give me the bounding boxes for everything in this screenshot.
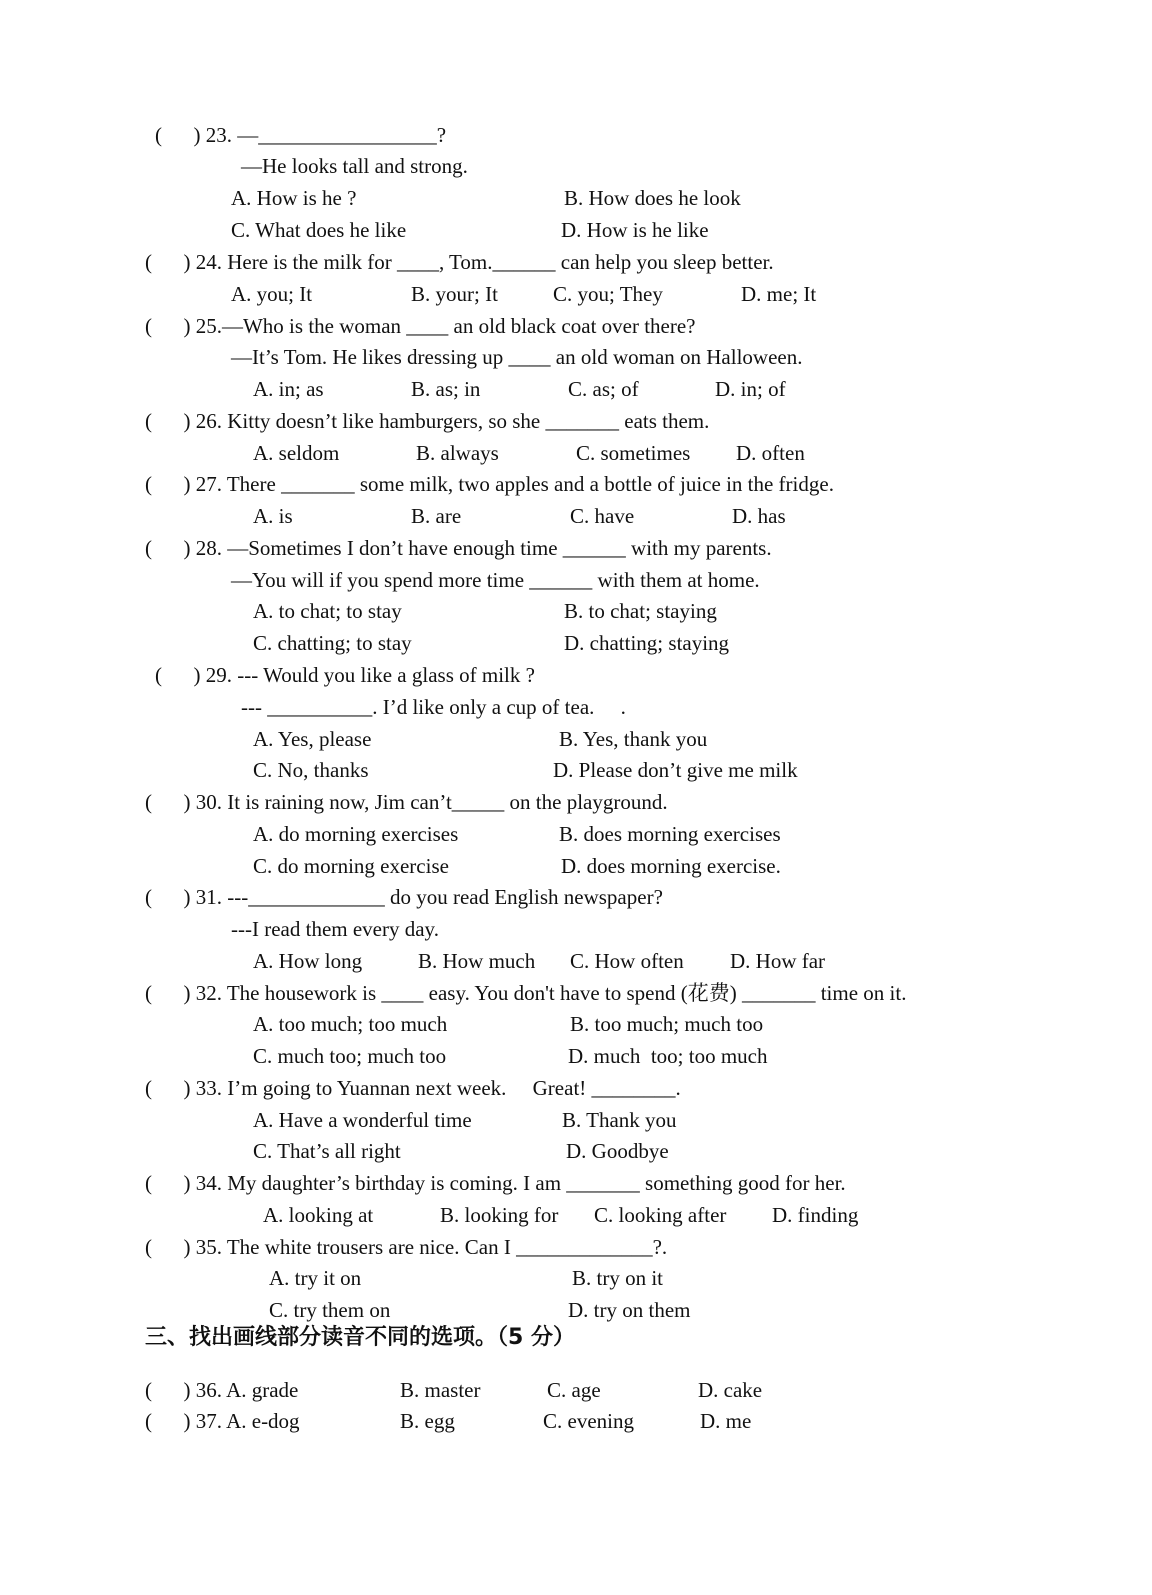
q24-option-b: B. your; It bbox=[411, 282, 498, 306]
q25-option-d: D. in; of bbox=[715, 377, 786, 401]
q24-option-d: D. me; It bbox=[741, 282, 817, 306]
q36-option-b: B. master bbox=[400, 1378, 481, 1402]
q30-option-c: C. do morning exercise bbox=[253, 854, 449, 878]
q34-option-c: C. looking after bbox=[594, 1203, 727, 1227]
q31-option-b: B. How much bbox=[418, 949, 536, 973]
q35-option-d: D. try on them bbox=[568, 1298, 691, 1322]
q34-option-d: D. finding bbox=[772, 1203, 859, 1227]
q25-reply: —It’s Tom. He likes dressing up ____ an old woman on Halloween. bbox=[231, 345, 803, 369]
q30-option-b: B. does morning exercises bbox=[559, 822, 781, 846]
q25-stem: ( ) 25.—Who is the woman ____ an old black coat over there? bbox=[145, 314, 696, 338]
q37-option-c: C. evening bbox=[543, 1409, 634, 1433]
q35-option-a: A. try it on bbox=[269, 1266, 362, 1290]
q34-option-b: B. looking for bbox=[440, 1203, 559, 1227]
q28-option-d: D. chatting; staying bbox=[564, 631, 730, 655]
q32-option-c: C. much too; much too bbox=[253, 1044, 447, 1068]
q28-option-a: A. to chat; to stay bbox=[253, 599, 402, 623]
q33-option-a: A. Have a wonderful time bbox=[253, 1108, 472, 1132]
q26-option-d: D. often bbox=[736, 441, 805, 465]
q30-option-d: D. does morning exercise. bbox=[561, 854, 781, 878]
q31-option-c: C. How often bbox=[570, 949, 684, 973]
q25-option-a: A. in; as bbox=[253, 377, 324, 401]
q33-option-d: D. Goodbye bbox=[566, 1139, 669, 1163]
q23-option-a: A. How is he ? bbox=[231, 186, 357, 210]
q34-stem: ( ) 34. My daughter’s birthday is coming. I am _______ something good for her. bbox=[145, 1171, 846, 1195]
q36-stem: ( ) 36. A. grade bbox=[145, 1378, 299, 1402]
q37-stem: ( ) 37. A. e-dog bbox=[145, 1409, 300, 1433]
q30-stem: ( ) 30. It is raining now, Jim can’t_____ on the playground. bbox=[145, 790, 668, 814]
q24-stem: ( ) 24. Here is the milk for ____, Tom.______ can help you sleep better. bbox=[145, 250, 774, 274]
q26-option-a: A. seldom bbox=[253, 441, 340, 465]
q27-option-c: C. have bbox=[570, 504, 635, 528]
q33-option-b: B. Thank you bbox=[562, 1108, 677, 1132]
q24-option-a: A. you; It bbox=[231, 282, 313, 306]
q31-option-a: A. How long bbox=[253, 949, 363, 973]
q23-option-b: B. How does he look bbox=[564, 186, 741, 210]
section-3-heading: 三、找出画线部分读音不同的选项。（5 分） bbox=[145, 1325, 575, 1350]
q35-stem: ( ) 35. The white trousers are nice. Can I _____________?. bbox=[145, 1235, 668, 1259]
q29-option-c: C. No, thanks bbox=[253, 758, 369, 782]
q30-option-a: A. do morning exercises bbox=[253, 822, 459, 846]
q25-option-c: C. as; of bbox=[568, 377, 639, 401]
q31-reply: ---I read them every day. bbox=[231, 917, 439, 941]
q28-reply: —You will if you spend more time ______ with them at home. bbox=[231, 568, 760, 592]
q28-option-b: B. to chat; staying bbox=[564, 599, 717, 623]
q34-option-a: A. looking at bbox=[263, 1203, 374, 1227]
q32-option-a: A. too much; too much bbox=[253, 1012, 448, 1036]
q23-reply: —He looks tall and strong. bbox=[241, 154, 468, 178]
q29-stem: ( ) 29. --- Would you like a glass of milk ? bbox=[155, 663, 535, 687]
q36-option-c: C. age bbox=[547, 1378, 601, 1402]
q37-option-d: D. me bbox=[700, 1409, 752, 1433]
q37-option-b: B. egg bbox=[400, 1409, 455, 1433]
q29-option-b: B. Yes, thank you bbox=[559, 727, 708, 751]
q27-option-b: B. are bbox=[411, 504, 462, 528]
q24-option-c: C. you; They bbox=[553, 282, 663, 306]
q31-stem: ( ) 31. ---_____________ do you read English newspaper? bbox=[145, 885, 663, 909]
q29-option-a: A. Yes, please bbox=[253, 727, 372, 751]
q23-option-d: D. How is he like bbox=[561, 218, 709, 242]
q23-option-c: C. What does he like bbox=[231, 218, 407, 242]
q27-option-d: D. has bbox=[732, 504, 786, 528]
q35-option-c: C. try them on bbox=[269, 1298, 391, 1322]
q26-option-c: C. sometimes bbox=[576, 441, 691, 465]
q32-option-d: D. much too; too much bbox=[568, 1044, 768, 1068]
q25-option-b: B. as; in bbox=[411, 377, 481, 401]
q29-option-d: D. Please don’t give me milk bbox=[553, 758, 798, 782]
q27-stem: ( ) 27. There _______ some milk, two apples and a bottle of juice in the fridge. bbox=[145, 472, 834, 496]
q26-option-b: B. always bbox=[416, 441, 499, 465]
q28-option-c: C. chatting; to stay bbox=[253, 631, 412, 655]
q32-option-b: B. too much; much too bbox=[570, 1012, 764, 1036]
q29-reply: --- __________. I’d like only a cup of tea. . bbox=[241, 695, 626, 719]
q35-option-b: B. try on it bbox=[572, 1266, 664, 1290]
q36-option-d: D. cake bbox=[698, 1378, 763, 1402]
q27-option-a: A. is bbox=[253, 504, 293, 528]
q33-stem: ( ) 33. I’m going to Yuannan next week. Great! ________. bbox=[145, 1076, 681, 1100]
q32-stem: ( ) 32. The housework is ____ easy. You don't have to spend (花费) _______ time on it. bbox=[145, 981, 907, 1005]
q31-option-d: D. How far bbox=[730, 949, 826, 973]
q26-stem: ( ) 26. Kitty doesn’t like hamburgers, so she _______ eats them. bbox=[145, 409, 710, 433]
q23-stem: ( ) 23. —_________________? bbox=[155, 123, 447, 147]
q28-stem: ( ) 28. —Sometimes I don’t have enough time ______ with my parents. bbox=[145, 536, 772, 560]
q33-option-c: C. That’s all right bbox=[253, 1139, 401, 1163]
